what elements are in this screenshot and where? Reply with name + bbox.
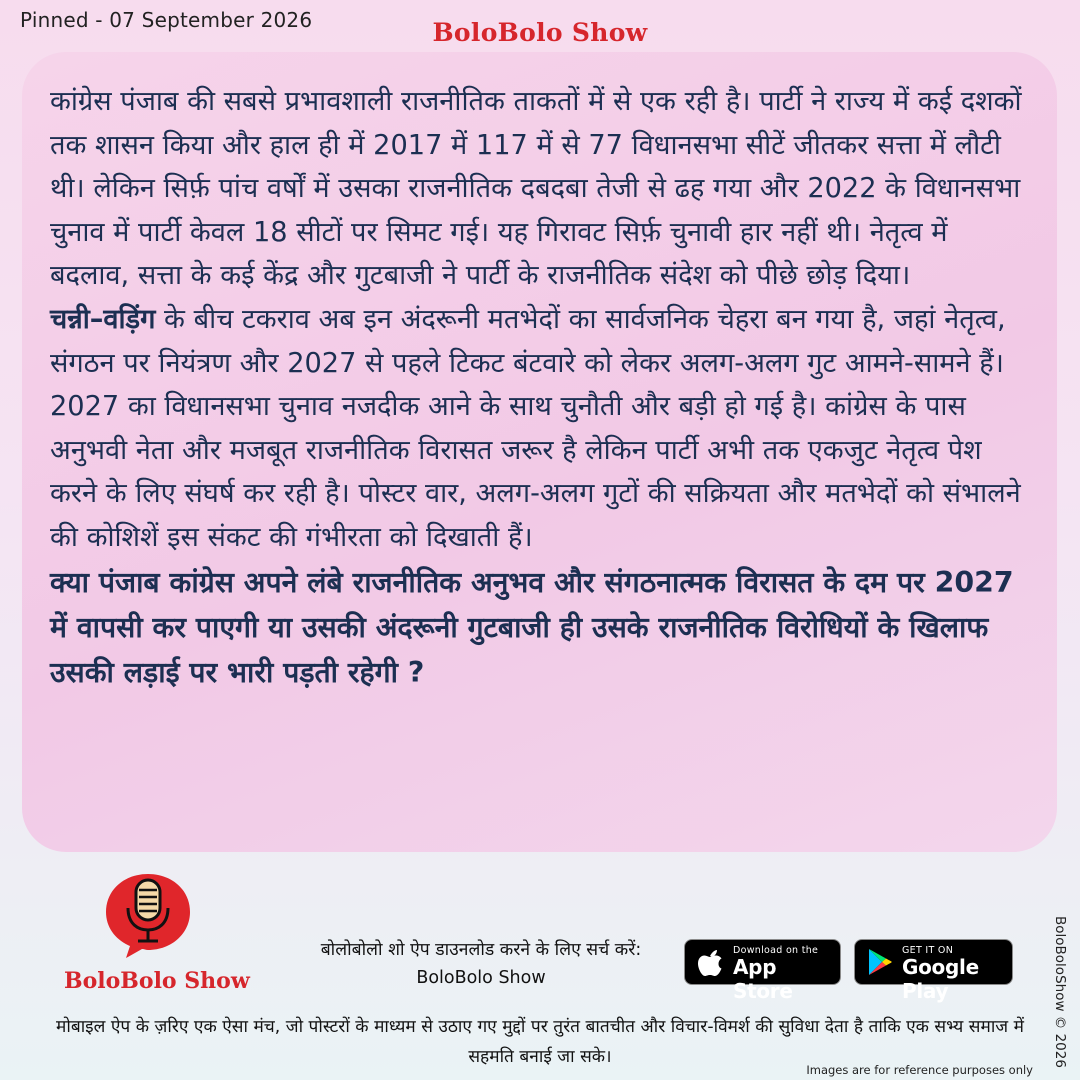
app-store-label: App Store bbox=[733, 955, 793, 1003]
highlight-name: चन्नी–वड़िंग bbox=[50, 303, 156, 335]
microphone-speech-bubble-icon bbox=[96, 870, 206, 960]
download-line: बोलोबोलो शो ऐप डाउनलोड करने के लिए सर्च करें: bbox=[320, 940, 642, 960]
brand-title: BoloBolo Show bbox=[432, 18, 648, 47]
article-question: क्या पंजाब कांग्रेस अपने लंबे राजनीतिक अनुभव और संगठनात्मक विरासत के दम पर 2027 में वापसी कर पाएगी या उसकी अंदरूनी गुटबाजी ही उसके राजनीतिक विरोधियों के खिलाफ उसकी लड़ाई पर भारी पड़ती रहेगी ? bbox=[50, 565, 1014, 689]
search-term: BoloBolo Show bbox=[416, 968, 546, 988]
google-play-button[interactable] bbox=[854, 939, 1013, 1003]
article-paragraph-2 bbox=[50, 298, 1031, 560]
article-paragraph-2-text: के बीच टकराव अब इन अंदरूनी मतभेदों का सार्वजनिक चेहरा बन गया है, जहां नेतृत्व, संगठन पर नियंत्रण और 2027 से पहले टिकट बंटवारे को लेकर अलग-अलग गुट आमने-सामने हैं। 2027 का विधानसभा चुनाव नजदीक आने के साथ चुनौती और बड़ी हो गई है। कांग्रेस के पास अनुभवी नेता और मजबूत राजनीतिक विरासत जरूर है लेकिन पार्टी अभी तक एकजुट नेतृत्व पेश करने के लिए संघर्ष कर रही है। पोस्टर वार, अलग-अलग गुटों की सक्रियता और मतभेदों को संभालने की कोशिशें इस संकट की गंभीरता को दिखाती हैं। bbox=[50, 303, 1021, 553]
footer-brand: BoloBolo Show bbox=[64, 968, 250, 994]
footer-tagline: मोबाइल ऐप के ज़रिए एक ऐसा मंच, जो पोस्टरों के माध्यम से उठाए गए मुद्दों पर तुरंत बातचीत और विचार-विमर्श की सुविधा देता है ताकि एक सभ्य समाज में सहमति बनाई जा सके। bbox=[56, 1017, 1024, 1067]
google-play-label: Google Play bbox=[902, 955, 979, 1003]
download-instructions bbox=[282, 936, 680, 992]
pinned-date: Pinned - 07 September 2026 bbox=[20, 8, 313, 32]
google-play-small-label: GET IT ON bbox=[902, 945, 954, 956]
google-play-icon bbox=[867, 948, 893, 976]
article-card bbox=[22, 52, 1057, 852]
copyright-text: BoloBoloShow © 2026 bbox=[1052, 916, 1068, 1068]
apple-icon bbox=[697, 948, 723, 978]
disclaimer: Images are for reference purposes only bbox=[806, 1063, 1033, 1077]
copyright-notice bbox=[1050, 910, 1070, 1068]
app-store-small-label: Download on the bbox=[733, 945, 819, 956]
app-store-button[interactable] bbox=[684, 939, 841, 1003]
article-paragraph-1: कांग्रेस पंजाब की सबसे प्रभावशाली राजनीतिक ताकतों में से एक रही है। पार्टी ने राज्य में कई दशकों तक शासन किया और हाल ही में 2017 में 117 में से 77 विधानसभा सीटें जीतकर सत्ता में लौटी थी। लेकिन सिर्फ़ पांच वर्षों में उसका राजनीतिक दबदबा तेजी से ढह गया और 2022 के विधानसभा चुनाव में पार्टी केवल 18 सीटों पर सिमट गई। यह गिरावट सिर्फ़ चुनावी हार नहीं थी। नेतृत्व में बदलाव, सत्ता के कई केंद्र और गुटबाजी ने पार्टी के राजनीतिक संदेश को पीछे छोड़ दिया। bbox=[50, 86, 1022, 292]
